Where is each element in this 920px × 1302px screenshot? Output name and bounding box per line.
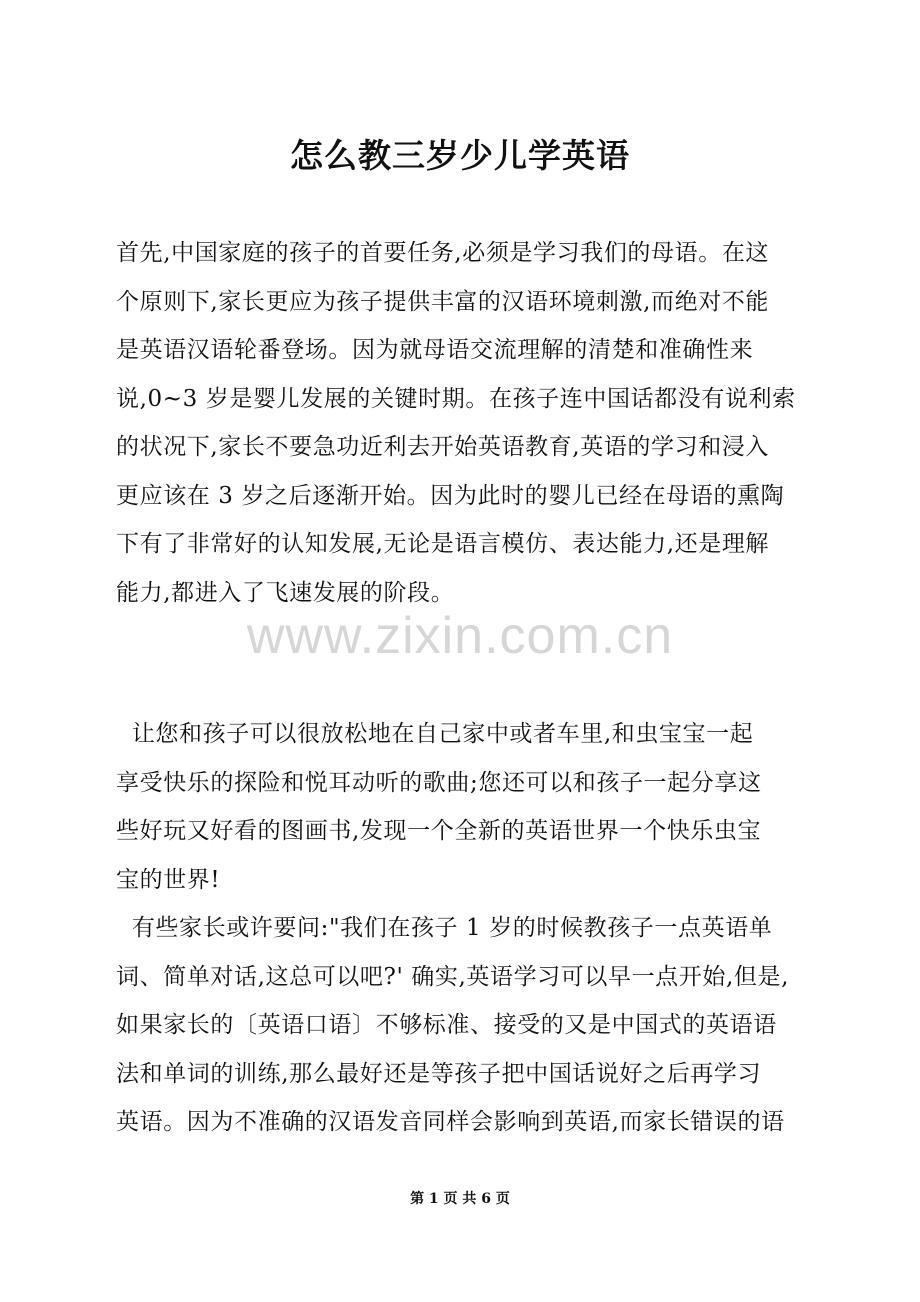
document-title: 怎么教三岁少儿学英语 <box>290 136 630 175</box>
paragraph-line: 让您和孩子可以很放松地在自己家中或者车里,和虫宝宝一起 <box>116 721 754 747</box>
paragraph-line: 是英语汉语轮番登场。因为就母语交流理解的清楚和准确性来 <box>116 337 754 363</box>
paragraph-line: 宝的世界! <box>116 866 221 893</box>
paragraph-line: 首先,中国家庭的孩子的首要任务,必须是学习我们的母语。在这 <box>116 240 770 266</box>
page-footer: 第 1 页 共 6 页 <box>410 1191 510 1207</box>
paragraph-1 <box>116 229 816 617</box>
paragraph-line: 如果家长的〔英语口语〕不够标准、接受的又是中国式的英语语 <box>116 1012 777 1038</box>
paragraph-line: 词、简单对话,这总可以吧?' 确实,英语学习可以早一点开始,但是, <box>116 963 790 990</box>
watermark: www.zixin.com.cn <box>246 607 674 665</box>
paragraph-line: 的状况下,家长不要急功近利去开始英语教育,英语的学习和浸入 <box>116 434 770 460</box>
paragraph-line: 能力,都进入了飞速发展的阶段。 <box>116 579 455 606</box>
paragraph-line: 个原则下,家长更应为孩子提供丰富的汉语环境刺激,而绝对不能 <box>116 288 770 315</box>
paragraph-line: 享受快乐的探险和悦耳动听的歌曲;您还可以和孩子一起分享这 <box>116 769 762 796</box>
paragraph-line: 英语。因为不准确的汉语发音同样会影响到英语,而家长错误的语 <box>116 1109 785 1135</box>
paragraph-line: 说,0~3 岁是婴儿发展的关键时期。在孩子连中国话都没有说利索 <box>116 385 796 412</box>
paragraph-line: 更应该在 3 岁之后逐渐开始。因为此时的婴儿已经在母语的熏陶 <box>116 482 785 509</box>
paragraph-line: 有些家长或许要问:"我们在孩子 1 岁的时候教孩子一点英语单 <box>116 915 773 941</box>
paragraph-line: 下有了非常好的认知发展,无论是语言模仿、表达能力,还是理解 <box>116 531 770 557</box>
paragraph-2 <box>116 710 816 1147</box>
paragraph-line: 法和单词的训练,那么最好还是等孩子把中国话说好之后再学习 <box>116 1060 762 1087</box>
paragraph-line: 些好玩又好看的图画书,发现一个全新的英语世界一个快乐虫宝 <box>116 818 762 844</box>
